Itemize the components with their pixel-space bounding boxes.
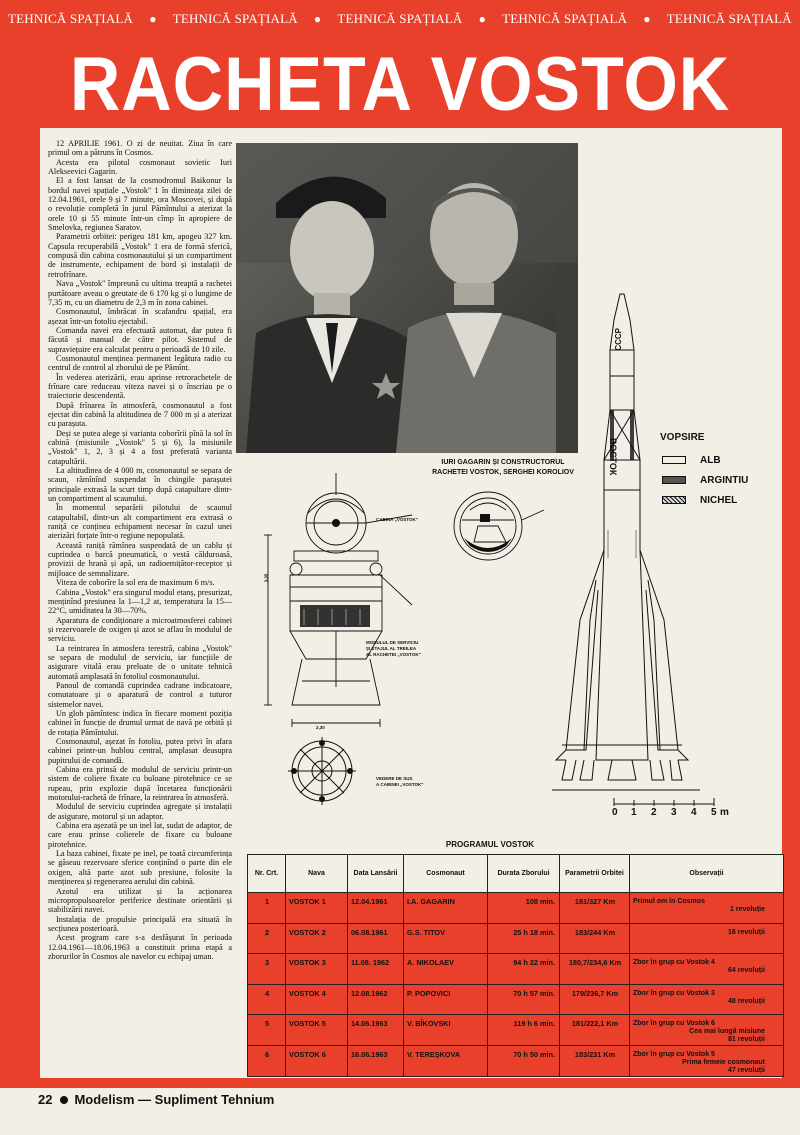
article-paragraph: Cosmonautul, îmbrăcat în scafandru spațial, era așezat într-un fotoliu ejectabil. — [48, 307, 232, 326]
publication-name: Modelism — Supliment Tehnium — [74, 1092, 275, 1107]
legend-label: NICHEL — [700, 494, 738, 506]
article-paragraph: Acest program care s-a desfășurat în perioada 12.04.1961—18.06.1963 a constituit prima etapă a zborurilor în Cosmos ale navelor cu echipaj uman. — [48, 933, 232, 961]
service-module-label — [366, 640, 446, 658]
column-header: Cosmonaut — [404, 855, 488, 893]
table-cell-nr: 6 — [248, 1045, 286, 1076]
scale-tick: 5 — [711, 807, 717, 818]
observation-line: 64 revoluții — [728, 967, 765, 975]
article-paragraph: Această raniță rămînea suspendată de un cablu și cuprindea o barcă pneumatică, o vestă călduroasă, provizii de hrană și apă, un radioemițător-receptor și mijloace de semnalizare. — [48, 540, 232, 578]
article-paragraph: La reintrarea în atmosfera terestră, cabina „Vostok" se separa de modulul de serviciu, iar funcțiile de asigurare vitală erau preluate de o unitate tehnică automată amplasată în fotoliul cosmonautului. — [48, 643, 232, 681]
swatch-white — [662, 456, 686, 464]
red-frame-bottom — [0, 1078, 800, 1088]
table-cell-nr: 2 — [248, 923, 286, 954]
red-frame-left — [0, 128, 40, 1078]
scale-unit: m — [720, 807, 729, 818]
article-paragraph: În momentul separării pilotului de scaunul catapultabil, dintr-un alt compartiment era extrasă o raniță ce conținea echipament necesar în cazul unei aterizări forțate într-o regiune nepopulată. — [48, 503, 232, 541]
table-cell-nr: 1 — [248, 893, 286, 924]
table-cell-orbita: 183/231 Km — [560, 1045, 630, 1076]
article-paragraph: Panoul de comandă cuprindea cadrane indicatoare, comutatoare și o aparatură de control a tuturor sistemelor navei. — [48, 680, 232, 709]
table-cell-durata: 70 h 57 min. — [488, 984, 560, 1015]
column-header: Parametrii Orbitei — [560, 855, 630, 893]
rocket-marking-cccp: CCCP — [614, 328, 623, 351]
observation-line: Zbor în grup cu Vostok 5 — [633, 1050, 715, 1058]
table-cell-durata: 108 min. — [488, 893, 560, 924]
program-table — [247, 854, 784, 1077]
scale-tick: 4 — [691, 807, 697, 818]
table-cell-data: 14.06.1963 — [348, 1015, 404, 1046]
legend-label: ARGINTIU — [700, 474, 749, 486]
table-cell-nava: VOSTOK 1 — [286, 893, 348, 924]
table-cell-nr: 4 — [248, 984, 286, 1015]
observation-line: 1 revoluție — [729, 906, 765, 913]
photo-image — [236, 143, 578, 453]
table-header-row — [248, 855, 784, 893]
cabin-top-view-drawing — [282, 735, 362, 807]
table-cell-durata: 70 h 50 min. — [488, 1045, 560, 1076]
scale-tick: 3 — [671, 807, 677, 818]
table-cell-orbita: 183/244 Km — [560, 923, 630, 954]
table-cell-nava: VOSTOK 2 — [286, 923, 348, 954]
table-cell-data: 12.08.1962 — [348, 984, 404, 1015]
table-cell-cosmonaut: I.A. GAGARIN — [404, 893, 488, 924]
table-cell-data: 11.08. 1962 — [348, 954, 404, 985]
label-line: AL RACHETEI „VOSTOK" — [366, 652, 421, 657]
page-title: RACHETA VOSTOK — [69, 42, 731, 127]
rocket-marking-vostok: ВОСТОК — [608, 438, 618, 476]
scale-tick: 0 — [612, 807, 618, 818]
column-header: Durata Zborului — [488, 855, 560, 893]
bullet-icon: ● — [149, 11, 157, 26]
article-body — [48, 139, 232, 1079]
table-cell-observatii — [630, 1015, 784, 1046]
label-line: VEDERE DE SUS — [376, 776, 413, 781]
article-paragraph: Modulul de serviciu cuprindea agregate și instalații de asigurare, motorul și un adaptor. — [48, 802, 232, 821]
table-cell-nava: VOSTOK 4 — [286, 984, 348, 1015]
table-row — [248, 954, 784, 985]
observation-line: 48 revoluții — [728, 997, 765, 1005]
article-paragraph: Azotul era utilizat și la acționarea micropropulsoarelor periferice destinate orientării și stabilizării navei. — [48, 886, 232, 915]
article-paragraph: După frînarea în atmosferă, cosmonautul a fost ejectat din cabină la altitudinea de 7 000 m și a aterizat cu parașuta. — [48, 400, 232, 429]
observation-line: Primul om în Cosmos — [633, 898, 705, 905]
column-header: Nava — [286, 855, 348, 893]
article-paragraph: În vederea aterizării, erau aprinse retrorachetele de frînare care reduceau viteza navei și o înscriau pe o traiectorie descendentă. — [48, 372, 232, 401]
article-paragraph: La baza cabinei, fixate pe inel, pe toată circumferința se găseau rezervoare sferice conținînd o parte din ele oxigen, altă parte azot sub presiune, folosite la menținerea și regenerarea aerului din cabină. — [48, 849, 232, 887]
article-paragraph: Cabina era așezată pe un inel lat, sudat de adaptor, de care erau prinse colierele de fixare cu buloane pirotehnice. — [48, 821, 232, 849]
scale-tick: 1 — [631, 807, 637, 818]
article-paragraph: 12 APRILIE 1961. O zi de neuitat. Ziua în care primul om a pătruns în Cosmos. — [48, 139, 232, 158]
label-line: MODULUL DE SERVICIU — [366, 640, 419, 645]
table-cell-observatii — [630, 923, 784, 954]
top-view-label — [376, 776, 446, 788]
article-paragraph: Viteza de coborîre la sol era de maximum 6 m/s. — [56, 578, 215, 588]
observation-line: Prima femeie cosmonaut — [682, 1058, 765, 1066]
column-header: Nr. Crt. — [248, 855, 286, 893]
table-cell-durata: 25 h 18 min. — [488, 923, 560, 954]
legend-item-argintiu — [662, 473, 772, 487]
section-banner — [0, 10, 800, 28]
article-paragraph: Acesta era pilotul cosmonaut sovietic Iuri Alekseevici Gagarin. — [48, 157, 232, 177]
legend-item-alb — [662, 453, 772, 467]
article-paragraph: El a fost lansat de la cosmodromul Baikonur la bordul navei spațiale „Vostok" 1 în dimineața zilei de 12.04.1961, orele 9 și 7 minute, ora Moscovei, și după o revoluție completă în jurul Pămîntului a aterizat la orele 10 și 55 minute într-un cîmp în apropiere de Smelovka, regiunea Saratov. — [48, 176, 232, 233]
page-footer — [38, 1092, 274, 1107]
red-frame-right — [782, 128, 800, 1078]
table-cell-data: 16.06.1963 — [348, 1045, 404, 1076]
table-cell-orbita: 179/236,7 Km — [560, 984, 630, 1015]
bullet-icon: ● — [643, 11, 651, 26]
capsule-side-view-drawing — [262, 455, 422, 745]
banner-item: TEHNICĂ SPAȚIALĂ — [502, 11, 628, 26]
table-cell-observatii — [630, 893, 784, 924]
scale-tick: 2 — [651, 807, 657, 818]
column-header: Data Lansării — [348, 855, 404, 893]
table-cell-cosmonaut: A. NIKOLAEV — [404, 954, 488, 985]
bullet-icon — [60, 1096, 68, 1104]
observation-line: Zbor în grup cu Vostok 6 — [633, 1020, 715, 1028]
table-row — [248, 1045, 784, 1076]
banner-item: TEHNICĂ SPAȚIALĂ — [337, 11, 463, 26]
article-paragraph: Cabina era prinsă de modulul de serviciu printr-un sistem de coliere fixate cu buloane pirotehnice ce se rupeau, prin explozie după încetarea funcționării motorului-rachetă de frînare, la reintrarea în atmosferă. — [48, 765, 232, 803]
cabin-cutaway-drawing — [440, 480, 550, 570]
dimension-label-height: 3,35 — [263, 573, 269, 583]
table-cell-observatii — [630, 954, 784, 985]
article-paragraph: Deși se putea alege și varianta coborîrii pînă la sol în cabină (misiunile „Vostok" 5 și 6), la misiunile „Vostok" 1, 2, 3 și 4 a fost preferată varianta catapultării. — [48, 428, 232, 466]
photo-gagarin-koroliov — [236, 143, 578, 453]
scale-bar — [612, 798, 732, 820]
observation-line: 16 revoluții — [728, 928, 765, 936]
column-header: Observații — [630, 855, 784, 893]
table-cell-cosmonaut: V. BÎKOVSKI — [404, 1015, 488, 1046]
dimension-label-width: 2,30 — [316, 725, 325, 730]
article-paragraph: Un glob pămîntesc indica în fiecare moment poziția cabinei în funcție de drumul urmat de navă pe orbită și de rotația Pămîntului. — [48, 708, 232, 737]
table-cell-cosmonaut: V. TEREȘKOVA — [404, 1045, 488, 1076]
table-cell-cosmonaut: P. POPOVICI — [404, 984, 488, 1015]
table-cell-nava: VOSTOK 3 — [286, 954, 348, 985]
swatch-nickel — [662, 496, 686, 504]
table-cell-durata: 119 h 6 min. — [488, 1015, 560, 1046]
table-cell-nava: VOSTOK 6 — [286, 1045, 348, 1076]
label-line: ȘI ETAJUL AL TREILEA — [366, 646, 417, 651]
article-paragraph: Instalația de propulsie principală era situată în secțiunea posterioară. — [48, 914, 232, 933]
table-cell-orbita: 180,7/234,6 Km — [560, 954, 630, 985]
table-cell-nr: 5 — [248, 1015, 286, 1046]
table-cell-observatii — [630, 1045, 784, 1076]
table-cell-data: 06.08.1961 — [348, 923, 404, 954]
banner-item: TEHNICĂ SPAȚIALĂ — [172, 11, 298, 26]
bullet-icon: ● — [313, 11, 322, 26]
article-paragraph: La altitudinea de 4 000 m, cosmonautul se separa de scaun, rămînînd suspendat în chingile parașutei principale extrasă la scurt timp după catapultare dintr-un compartiment al scaunului. — [48, 466, 232, 504]
observation-line: Zbor în grup cu Vostok 3 — [633, 989, 715, 997]
swatch-silver — [662, 476, 686, 484]
observation-line: Zbor în grup cu Vostok 4 — [633, 959, 715, 967]
article-paragraph: Nava „Vostok" împreună cu ultima treaptă a rachetei purtătoare aveau o greutate de 6 170 kg și o lungime de 7,35 m, cu un diametru de 2,3 m în zona cabinei. — [48, 279, 232, 307]
vostok-rocket-drawing — [552, 290, 705, 810]
table-row — [248, 984, 784, 1015]
observation-line: Cea mai lungă misiune — [689, 1028, 765, 1036]
article-paragraph: Parametrii orbitei: perigeu 181 km, apogeu 327 km. Capsula recuperabilă „Vostok" 1 era de formă sferică, compusă din cabina cosmonautului și un compartiment de instrumente, echipament de bord și instalații de retrofrînare. — [48, 232, 232, 279]
bullet-icon: ● — [478, 11, 487, 26]
legend-title: VOPSIRE — [660, 432, 705, 443]
caption-line: IURI GAGARIN ȘI CONSTRUCTORUL — [441, 459, 565, 466]
label-line: A CABINEI „VOSTOK" — [376, 782, 424, 787]
article-paragraph: Aparatura de condiționare a microatmosferei cabinei și rezervoarele de oxigen și azot se aflau în modulul de serviciu. — [48, 615, 232, 644]
page-number: 22 — [38, 1092, 53, 1107]
banner-item: TEHNICĂ SPAȚIALĂ — [8, 11, 134, 26]
legend-label: ALB — [700, 454, 721, 466]
banner-item: TEHNICĂ SPAȚIALĂ — [666, 11, 792, 26]
program-table-title: PROGRAMUL VOSTOK — [445, 840, 535, 849]
caption-line: RACHETEI VOSTOK, SERGHEI KOROLIOV — [432, 469, 574, 476]
table-cell-orbita: 181/327 Km — [560, 893, 630, 924]
table-row — [248, 1015, 784, 1046]
table-row — [248, 923, 784, 954]
table-cell-orbita: 181/222,1 Km — [560, 1015, 630, 1046]
cabin-label: CABINA „VOSTOK" — [376, 517, 418, 522]
table-cell-observatii — [630, 984, 784, 1015]
article-paragraph: Cosmonautul, așezat în fotoliu, putea privi în afara cabinei printr-un hublou central, amplasat deasupra pupitrului de comandă. — [48, 737, 232, 765]
table-cell-nava: VOSTOK 5 — [286, 1015, 348, 1046]
article-paragraph: Cabina „Vostok" era singurul modul etanș, presurizat, menținînd presiunea la 1—1,2 at, temperatura la 15—22°C, umiditatea la 30—70%. — [48, 587, 232, 616]
table-cell-durata: 94 h 22 min. — [488, 954, 560, 985]
table-cell-data: 12.04.1961 — [348, 893, 404, 924]
article-paragraph: Cosmonautul menținea permanent legătura radio cu centrul de control al zborului de pe Pămînt. — [48, 353, 232, 373]
article-paragraph: Comanda navei era efectuată automat, dar putea fi făcută și manual de către pilot. Sistemul de supraviețuire era calculat pentru o perioadă de 10 zile. — [48, 325, 232, 354]
observation-line: 81 revoluții — [728, 1036, 765, 1044]
table-cell-cosmonaut: G.S. TITOV — [404, 923, 488, 954]
table-row — [248, 893, 784, 924]
observation-line: 47 revoluții — [728, 1066, 765, 1074]
legend-item-nichel — [662, 493, 772, 507]
table-cell-nr: 3 — [248, 954, 286, 985]
